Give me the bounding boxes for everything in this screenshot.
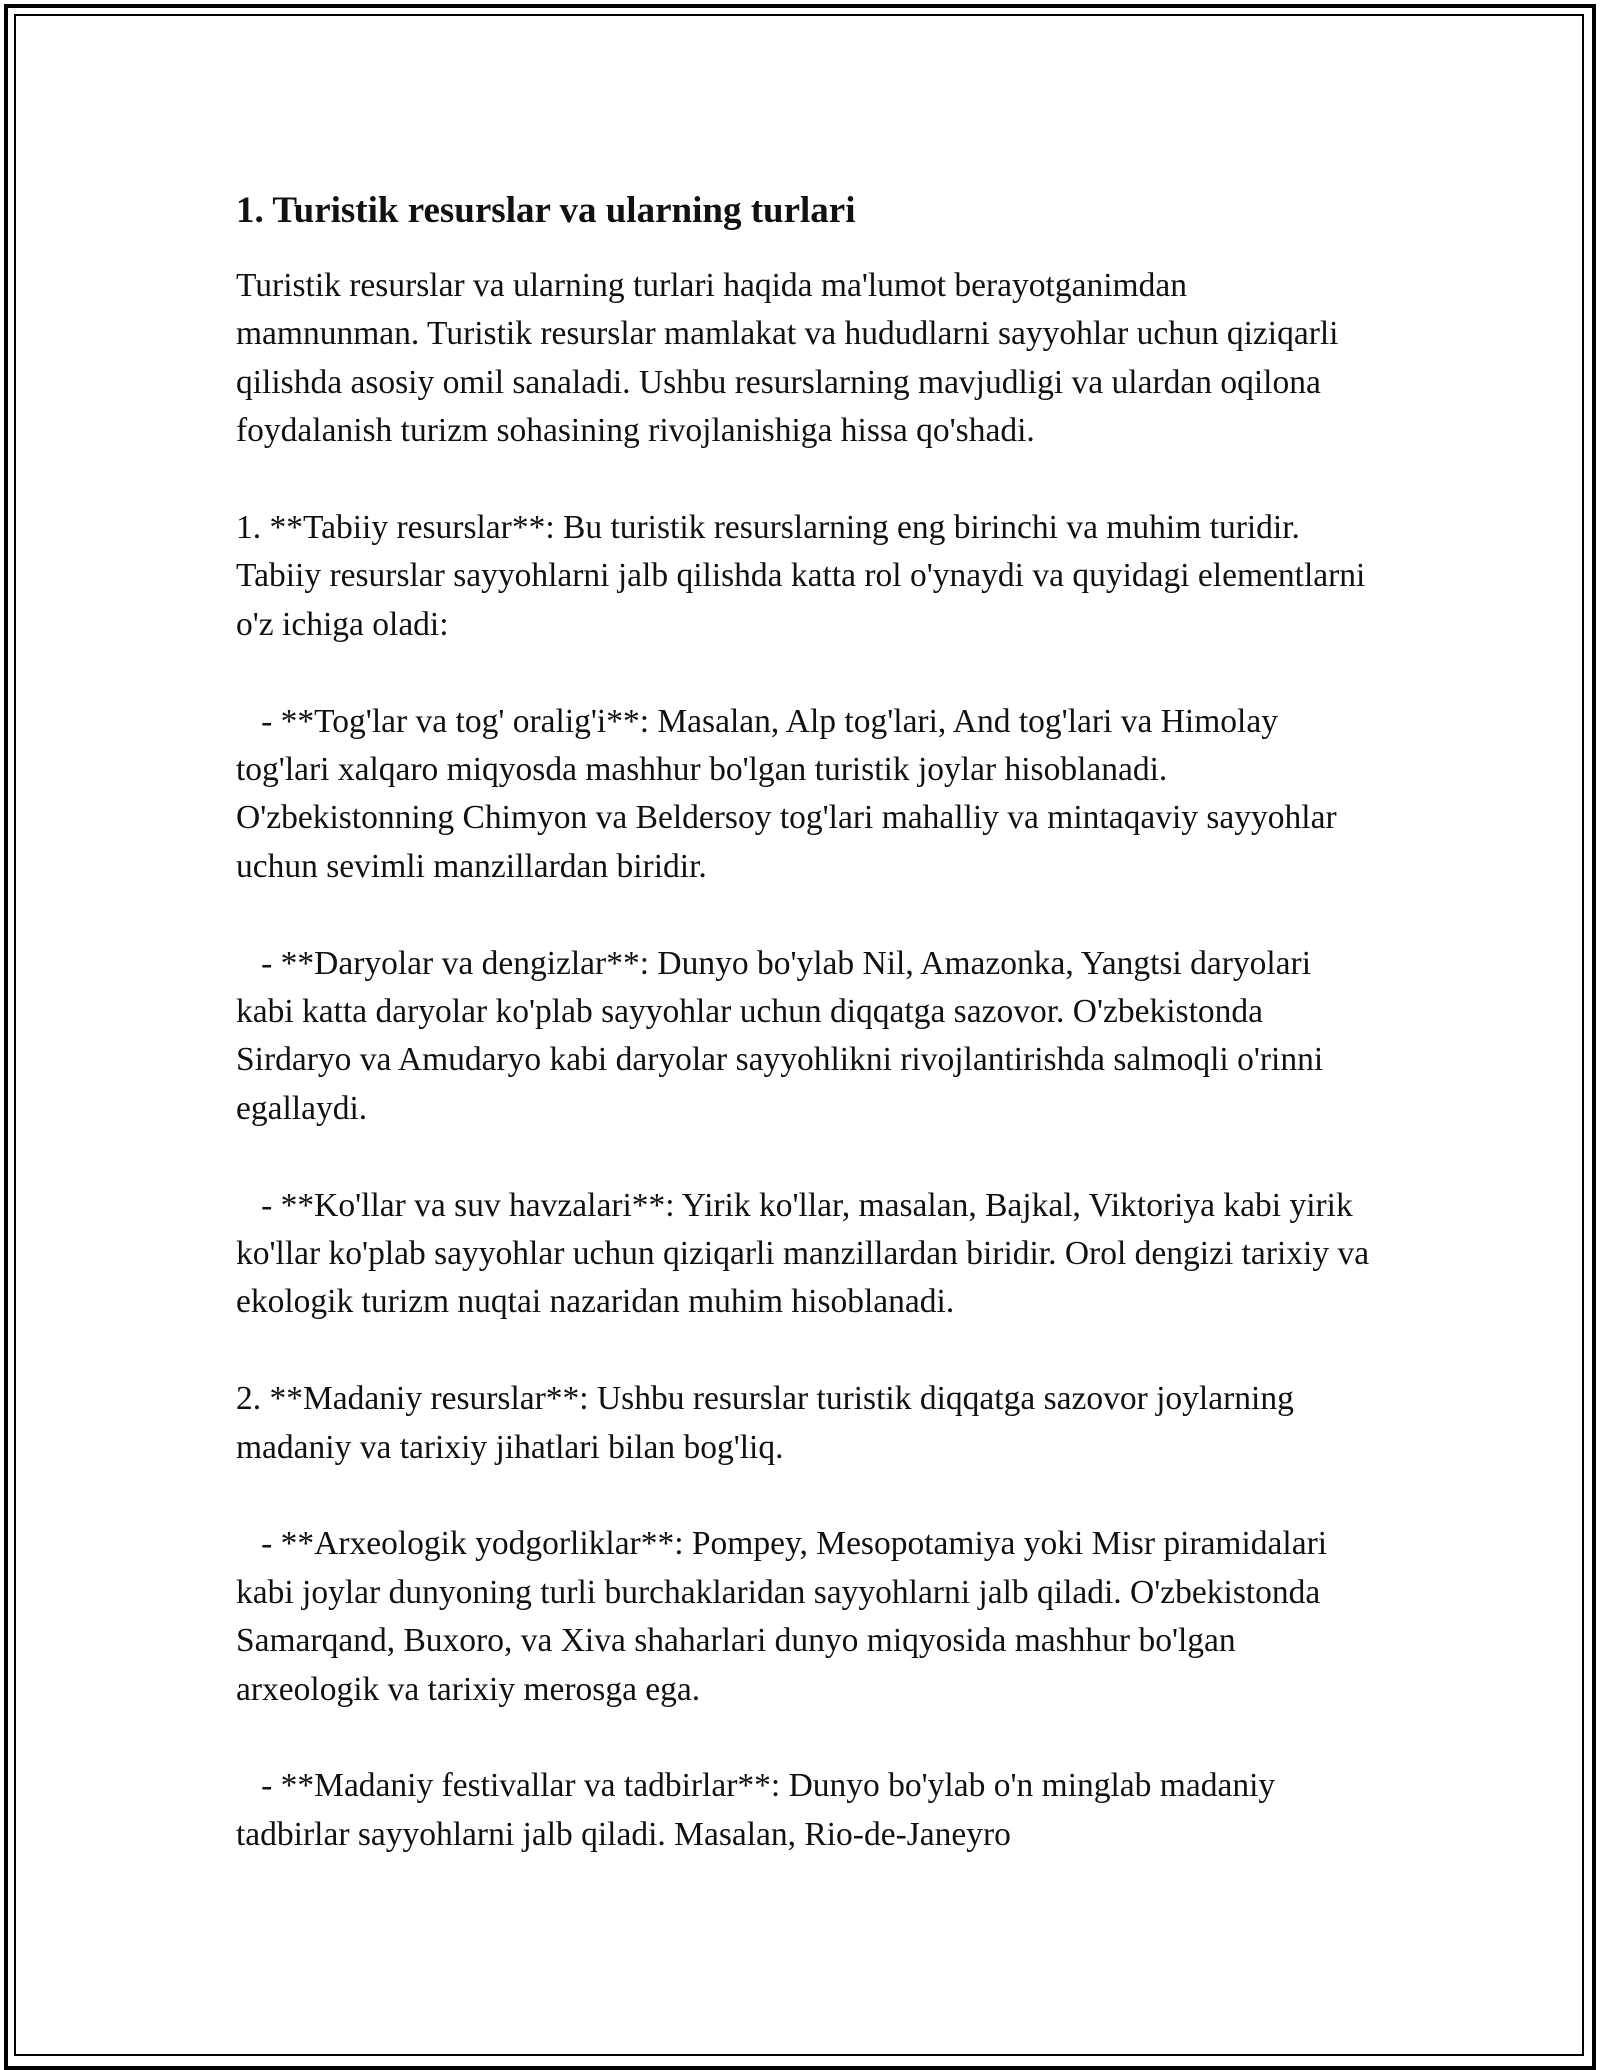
mountains-item: - **Tog'lar va tog' oralig'i**: Masalan, Alp tog'lari, And tog'lari va Himolay tog'lari xalqaro miqyosda mashhur bo'lgan turistik joylar hisoblanadi. O'zbekistonning Chimyon va Beldersoy tog'lari mahalliy va mintaqaviy sayyohlar uchun sevimli manzillardan biridir.: [236, 702, 1345, 885]
lakes-item: - **Ko'llar va suv havzalari**: Yirik ko'llar, masalan, Bajkal, Viktoriya kabi yirik ko'llar ko'plab sayyohlar uchun qiziqarli manzillardan biridir. Orol dengizi tarixiy va ekologik turizm nuqtai nazaridan muhim hisoblanadi.: [236, 1186, 1378, 1321]
archaeological-item: - **Arxeologik yodgorliklar**: Pompey, Mesopotamiya yoki Misr piramidalari kabi joylar dunyoning turli burchaklaridan sayyohlarni jalb qiladi. O'zbekistonda Samarqand, Buxoro, va Xiva shaharlari dunyo miqyosida mashhur bo'lgan arxeologik va tarixiy merosga ega.: [236, 1525, 1336, 1708]
section-heading: 1. Turistik resurslar va ularning turlari: [236, 190, 856, 231]
intro-paragraph: Turistik resurslar va ularning turlari haqida ma'lumot berayotganimdan mamnunman. Turistik resurslar mamlakat va hududlarni sayyohlar uchun qiziqarli qilishda asosiy omil sanaladi. Ushbu resurslarning mavjudligi va ulardan oqilona foydalanish turizm sohasining rivojlanishiga hissa qo'shadi.: [236, 267, 1347, 450]
cultural-resources-paragraph: 2. **Madaniy resurslar**: Ushbu resurslar turistik diqqatga sazovor joylarning madaniy va tarixiy jihatlari bilan bog'liq.: [236, 1380, 1303, 1466]
festivals-item: - **Madaniy festivallar va tadbirlar**: Dunyo bo'ylab o'n minglab madaniy tadbirlar sayyohlarni jalb qiladi. Masalan, Rio-de-Janeyro: [236, 1767, 1284, 1853]
rivers-seas-item: - **Daryolar va dengizlar**: Dunyo bo'ylab Nil, Amazonka, Yangtsi daryolari kabi katta daryolar ko'plab sayyohlar uchun diqqatga sazovor. O'zbekistonda Sirdaryo va Amudaryo kabi daryolar sayyohlikni rivojlantirishda salmoqli o'rinni egallaydi.: [236, 944, 1332, 1127]
natural-resources-paragraph: 1. **Tabiiy resurslar**: Bu turistik resurslarning eng birinchi va muhim turidir. Tabiiy resurslar sayyohlarni jalb qilishda katta rol o'ynaydi va quyidagi elementlarni o'z ichiga oladi:: [236, 509, 1374, 643]
document-body: [236, 186, 1376, 1859]
